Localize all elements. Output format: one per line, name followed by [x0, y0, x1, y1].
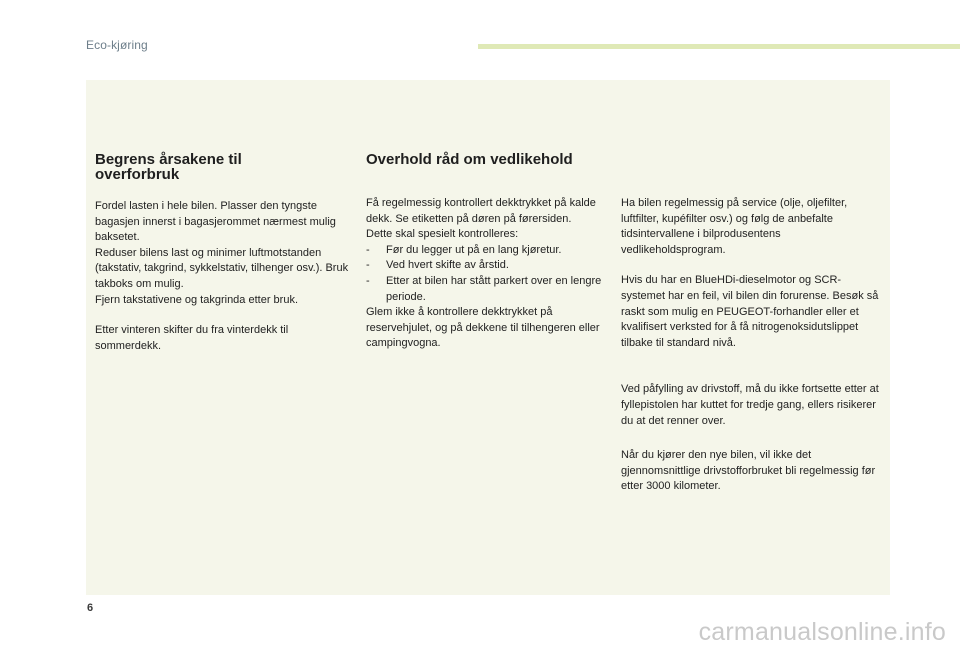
new-car-consumption-paragraph: Når du kjører den nye bilen, vil ikke det gjennomsnittlige drivstofforbruket bli regelmessig før etter 3000 kilometer.	[621, 449, 876, 493]
section-header: Eco-kjøring	[86, 38, 148, 52]
dash-bullet: -	[366, 259, 370, 272]
page-number: 6	[87, 602, 94, 614]
load-advice-line: Fordel lasten i hele bilen. Plasser den tyngste bagasjen innerst i bagasjerommet nærmest mulig baksetet.	[95, 200, 336, 244]
list-item	[366, 274, 606, 305]
watermark: carmanualsonline.info	[698, 618, 946, 646]
refuelling-paragraph: Ved påfylling av drivstoff, må du ikke fortsette etter at fyllepistolen har kuttet for tredje gang, ellers risikerer du at det renner over.	[621, 383, 879, 427]
dash-bullet: -	[366, 243, 370, 256]
scr-system-paragraph: Hvis du har en BlueHDi-dieselmotor og SCR-systemet har en feil, vil bilen din forurense. Besøk så raskt som mulig en PEUGEOT-forhandler eller et kvalifisert verksted for å få nitrogenoksidutslippet tilbake til standard nivå.	[621, 274, 879, 349]
header-accent-bar	[478, 44, 960, 49]
list-item-text: Etter at bilen har stått parkert over en lengre periode.	[386, 274, 602, 303]
right-column	[621, 196, 883, 495]
list-item-text: Ved hvert skifte av årstid.	[386, 259, 509, 272]
section-title-overconsumption: Begrens årsakene til overforbruk	[95, 151, 242, 183]
spare-wheel-paragraph: Glem ikke å kontrollere dekktrykket på reservehjulet, og på dekkene til tilhengeren eller campingvogna.	[366, 306, 600, 350]
load-advice-line: Fjern takstativene og takgrinda etter bruk.	[95, 293, 298, 306]
tyre-pressure-intro: Få regelmessig kontrollert dekktrykket på kalde dekk. Se etiketten på døren på førersiden.	[366, 197, 596, 225]
section-title-maintenance: Overhold råd om vedlikehold	[366, 151, 573, 168]
list-item	[366, 258, 606, 274]
service-paragraph: Ha bilen regelmessig på service (olje, oljefilter, luftfilter, kupéfilter osv.) og følg de anbefalte tidsintervallene i bilprodusentens vedlikeholdsprogram.	[621, 197, 848, 256]
tyre-pressure-paragraph	[366, 196, 606, 243]
middle-column	[366, 152, 606, 352]
load-advice-line: Reduser bilens last og minimer luftmotstanden (takstativ, takgrind, sykkelstativ, tilhenger osv.). Bruk takboks om mulig.	[95, 246, 349, 290]
dash-bullet: -	[366, 274, 370, 287]
tyre-season-paragraph: Etter vinteren skifter du fra vinterdekk til sommerdekk.	[95, 324, 289, 352]
list-item	[366, 243, 606, 259]
load-advice-paragraph	[95, 199, 355, 308]
check-list	[366, 243, 606, 305]
left-column	[95, 152, 355, 354]
list-item-text: Før du legger ut på en lang kjøretur.	[386, 243, 562, 256]
check-label: Dette skal spesielt kontrolleres:	[366, 228, 519, 241]
